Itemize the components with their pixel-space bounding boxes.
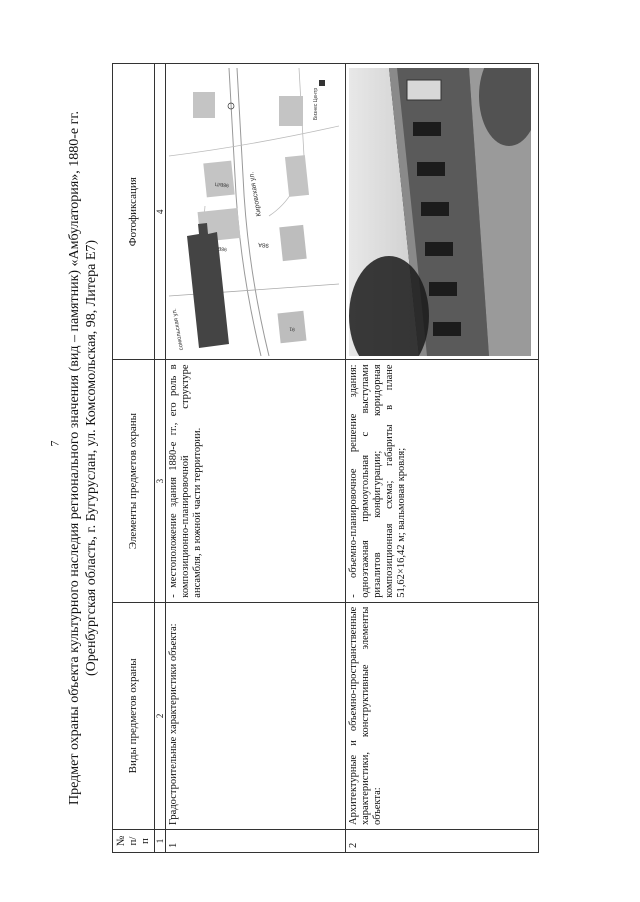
street-label: Кировская ул. xyxy=(248,171,263,218)
col-number: 3 xyxy=(154,360,165,602)
row-number: 1 xyxy=(165,829,345,852)
map-label: 98Б xyxy=(217,245,228,253)
poi-label: Бизнес Центр xyxy=(312,88,319,121)
row-type: Градостроительные характеристики объекта: xyxy=(165,602,345,829)
street-label: сомольская ул. xyxy=(171,308,185,352)
page-number: 7 xyxy=(47,440,62,447)
building-photo xyxy=(349,68,531,356)
row-elements: - местоположение здания 1880-е гг., его роль в композиционно-планировочной структуре ансамбля, в южной части территории. xyxy=(165,360,345,602)
title-line-1: Предмет охраны объекта культурного наследия регионального значения (вид – памятник) «Амбулатория», 1880-е гг. xyxy=(67,111,82,805)
table-row xyxy=(165,64,345,853)
protection-table xyxy=(112,63,539,853)
table-row xyxy=(345,64,538,853)
map-label: 98А xyxy=(257,241,270,249)
row-number: 2 xyxy=(345,829,538,852)
rotated-page xyxy=(66,63,578,853)
header-num: № п/п xyxy=(113,829,155,852)
col-number: 2 xyxy=(154,602,165,829)
photo-cell xyxy=(345,64,538,360)
row-type: Архитектурные и объемно-пространственные характеристики, конструктивные элементы объекта: xyxy=(345,602,538,829)
header-row xyxy=(113,64,155,853)
header-photo: Фотофиксация xyxy=(113,64,155,360)
title-line-2: (Оренбургская область, г. Бугуруслан, ул. Комсомольская, 98, Литера Е7) xyxy=(84,239,99,677)
document-title xyxy=(66,63,100,853)
col-number: 4 xyxy=(154,64,165,360)
map-cell xyxy=(165,64,345,360)
header-elements: Элементы предметов охраны xyxy=(113,360,155,602)
map-label: 91 xyxy=(288,325,296,333)
header-type: Виды предметов охраны xyxy=(113,602,155,829)
site-map-image xyxy=(169,68,339,356)
column-number-row xyxy=(154,64,165,853)
col-number: 1 xyxy=(154,829,165,852)
map-label: 98В/П xyxy=(214,180,230,189)
row-elements: - объемно-планировочное решение здания: одноэтажная прямоугольная с выступами ризалитов конфигурации; коридорная композиционная схема; габариты в плане 51,62×16,42 м; вальмовая кровля; xyxy=(345,360,538,602)
